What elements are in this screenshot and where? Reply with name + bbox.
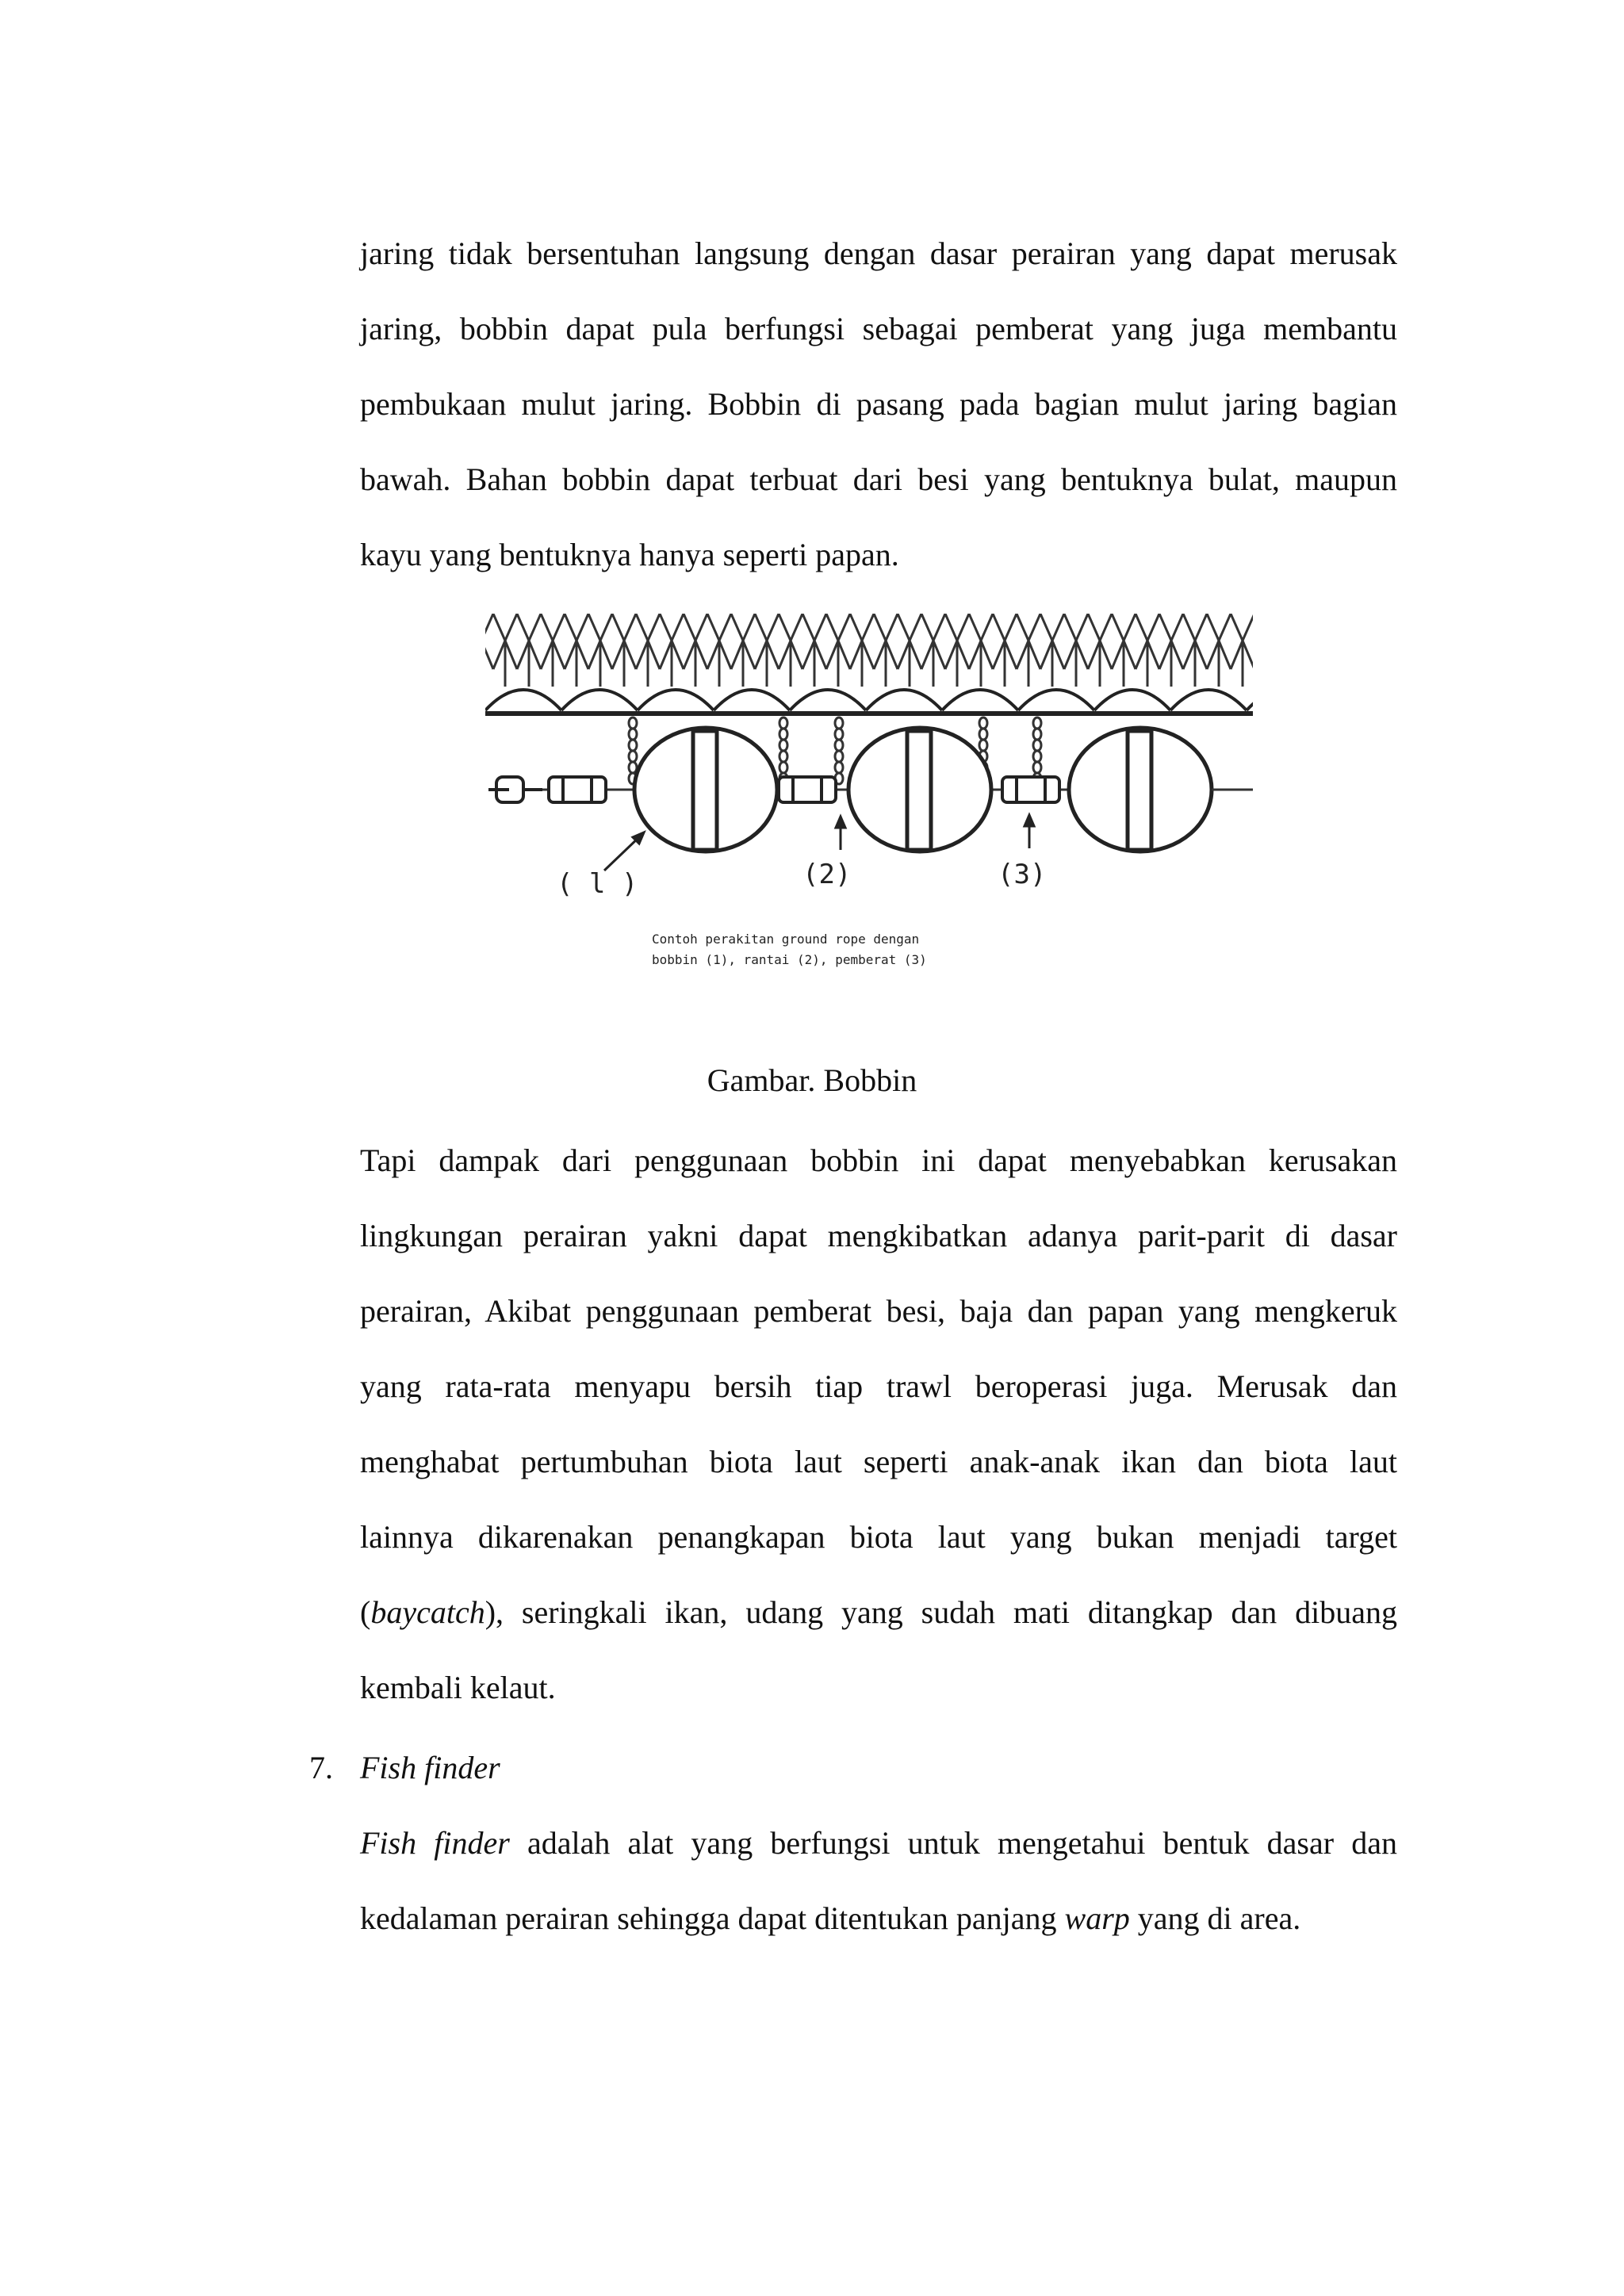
text-fragment: kedalaman perairan sehingga dapat ditentukan panjang xyxy=(360,1900,1065,1936)
mesh-cell xyxy=(1040,614,1064,687)
mesh-cell xyxy=(1183,614,1207,687)
spool-1 xyxy=(549,777,606,802)
chain-link xyxy=(779,762,787,773)
mesh-cell xyxy=(802,614,826,687)
chain-link xyxy=(629,718,637,729)
mesh-cell xyxy=(755,614,779,687)
chain-link xyxy=(835,762,843,773)
mesh-cell xyxy=(517,614,541,687)
list-number: 7. xyxy=(309,1750,333,1785)
mesh-cell xyxy=(1017,614,1040,687)
mesh-cell xyxy=(612,614,636,687)
mesh-cell xyxy=(1112,614,1136,687)
text-fragment: adalah alat yang berfungsi untuk mengetahui bentuk dasar dan xyxy=(509,1825,1397,1861)
bobbin-figure xyxy=(485,614,1253,996)
paragraph-bobbin-impact xyxy=(360,1123,1397,1725)
scallop xyxy=(942,690,1018,710)
label-2: (2) xyxy=(802,859,852,890)
mesh-cell xyxy=(1207,614,1231,687)
mesh-cell xyxy=(541,614,565,687)
chain-link xyxy=(835,729,843,740)
mesh-cell xyxy=(1231,614,1253,687)
chain-link xyxy=(1033,751,1041,762)
scallop xyxy=(561,690,638,710)
scallop xyxy=(1170,690,1247,710)
net-mesh xyxy=(485,614,1253,687)
shackle xyxy=(488,777,542,802)
mesh-cell xyxy=(731,614,755,687)
label-1: ( l ) xyxy=(557,868,638,900)
mesh-cell xyxy=(707,614,731,687)
chain-link xyxy=(835,740,843,751)
text-line xyxy=(360,1881,1397,1956)
scallop xyxy=(790,690,866,710)
figure-note-line1: Contoh perakitan ground rope dengan xyxy=(652,932,920,947)
text-line: yang rata-rata menyapu bersih tiap trawl beroperasi juga. Merusak dan xyxy=(360,1368,1397,1404)
scallop xyxy=(866,690,942,710)
mesh-cell xyxy=(1064,614,1088,687)
mesh-cell xyxy=(779,614,802,687)
chain-link xyxy=(779,718,787,729)
baycatch-term: baycatch xyxy=(370,1594,485,1630)
chain-link xyxy=(979,718,987,729)
bobbin-ball-3 xyxy=(1069,728,1212,851)
text-line xyxy=(360,1575,1397,1650)
mesh-cell xyxy=(874,614,898,687)
spool-2 xyxy=(779,777,836,802)
chain-link xyxy=(1033,729,1041,740)
paren-open: ( xyxy=(360,1594,371,1630)
bobbin-ball-2 xyxy=(848,728,991,851)
text-line: pembukaan mulut jaring. Bobbin di pasang pada bagian mulut jaring bagian xyxy=(360,386,1397,422)
mesh-cell xyxy=(1088,614,1112,687)
text-line: perairan, Akibat penggunaan pemberat besi, baja dan papan yang mengkeruk xyxy=(360,1293,1397,1329)
mesh-cell xyxy=(850,614,874,687)
figure-note-line2: bobbin (1), rantai (2), pemberat (3) xyxy=(652,952,927,967)
mesh-cell xyxy=(636,614,660,687)
text-line xyxy=(360,1805,1397,1881)
text-line: lainnya dikarenakan penangkapan biota laut yang bukan menjadi target xyxy=(360,1519,1397,1555)
text-line: jaring tidak bersentuhan langsung dengan dasar perairan yang dapat merusak xyxy=(360,235,1397,271)
mesh-cell xyxy=(588,614,612,687)
mesh-cell xyxy=(898,614,921,687)
list-title: Fish finder xyxy=(360,1750,500,1785)
warp-term: warp xyxy=(1064,1900,1130,1936)
chain-link xyxy=(1033,762,1041,773)
text-line: kembali kelaut. xyxy=(360,1670,556,1705)
scallop xyxy=(485,690,561,710)
text-line: jaring, bobbin dapat pula berfungsi sebagai pemberat yang juga membantu xyxy=(360,311,1397,346)
mesh-cell xyxy=(684,614,707,687)
scallop xyxy=(1247,690,1253,710)
chain-link xyxy=(1033,718,1041,729)
bobbin-ball-1 xyxy=(634,728,777,851)
mesh-cell xyxy=(660,614,684,687)
text-line: bawah. Bahan bobbin dapat terbuat dari besi yang bentuknya bulat, maupun xyxy=(360,461,1397,497)
chain-link xyxy=(835,718,843,729)
fish-finder-term: Fish finder xyxy=(360,1825,510,1861)
text-line: kayu yang bentuknya hanya seperti papan. xyxy=(360,537,899,572)
label-3: (3) xyxy=(998,859,1047,890)
mesh-cell xyxy=(969,614,993,687)
mesh-cell xyxy=(826,614,850,687)
scallop xyxy=(1018,690,1094,710)
chain-link xyxy=(629,729,637,740)
text-fragment: yang di area. xyxy=(1129,1900,1301,1936)
chain-link xyxy=(835,751,843,762)
chain-link xyxy=(979,729,987,740)
text-line: menghabat pertumbuhan biota laut seperti anak-anak ikan dan biota laut xyxy=(360,1444,1397,1479)
chain-link xyxy=(1033,740,1041,751)
mesh-cell xyxy=(945,614,969,687)
text-line: lingkungan perairan yakni dapat mengkibatkan adanya parit-parit di dasar xyxy=(360,1218,1397,1253)
bobbin-illustration xyxy=(485,614,1253,996)
mesh-cell xyxy=(485,614,493,687)
chain-link xyxy=(779,751,787,762)
mesh-cell xyxy=(993,614,1017,687)
chain-link xyxy=(629,751,637,762)
scallop xyxy=(1094,690,1170,710)
mesh-cell xyxy=(1159,614,1183,687)
paragraph-fish-finder xyxy=(360,1805,1397,1956)
scallop xyxy=(714,690,790,710)
mesh-cell xyxy=(921,614,945,687)
spool-3 xyxy=(1002,777,1059,802)
paragraph-bobbin-intro xyxy=(360,216,1397,592)
text-fragment: ), seringkali ikan, udang yang sudah mati ditangkap dan dibuang xyxy=(485,1594,1397,1630)
text-line: Tapi dampak dari penggunaan bobbin ini dapat menyebabkan kerusakan xyxy=(360,1142,1397,1178)
mesh-cell xyxy=(1136,614,1159,687)
mesh-cell xyxy=(565,614,588,687)
chain-link xyxy=(779,729,787,740)
list-item-fish-finder xyxy=(309,1730,500,1805)
scallop xyxy=(638,690,714,710)
figure-caption: Gambar. Bobbin xyxy=(707,1062,917,1098)
chain-link xyxy=(779,740,787,751)
net-scallops xyxy=(485,690,1253,710)
chain-link xyxy=(629,740,637,751)
chain-link xyxy=(979,740,987,751)
mesh-cell xyxy=(493,614,517,687)
